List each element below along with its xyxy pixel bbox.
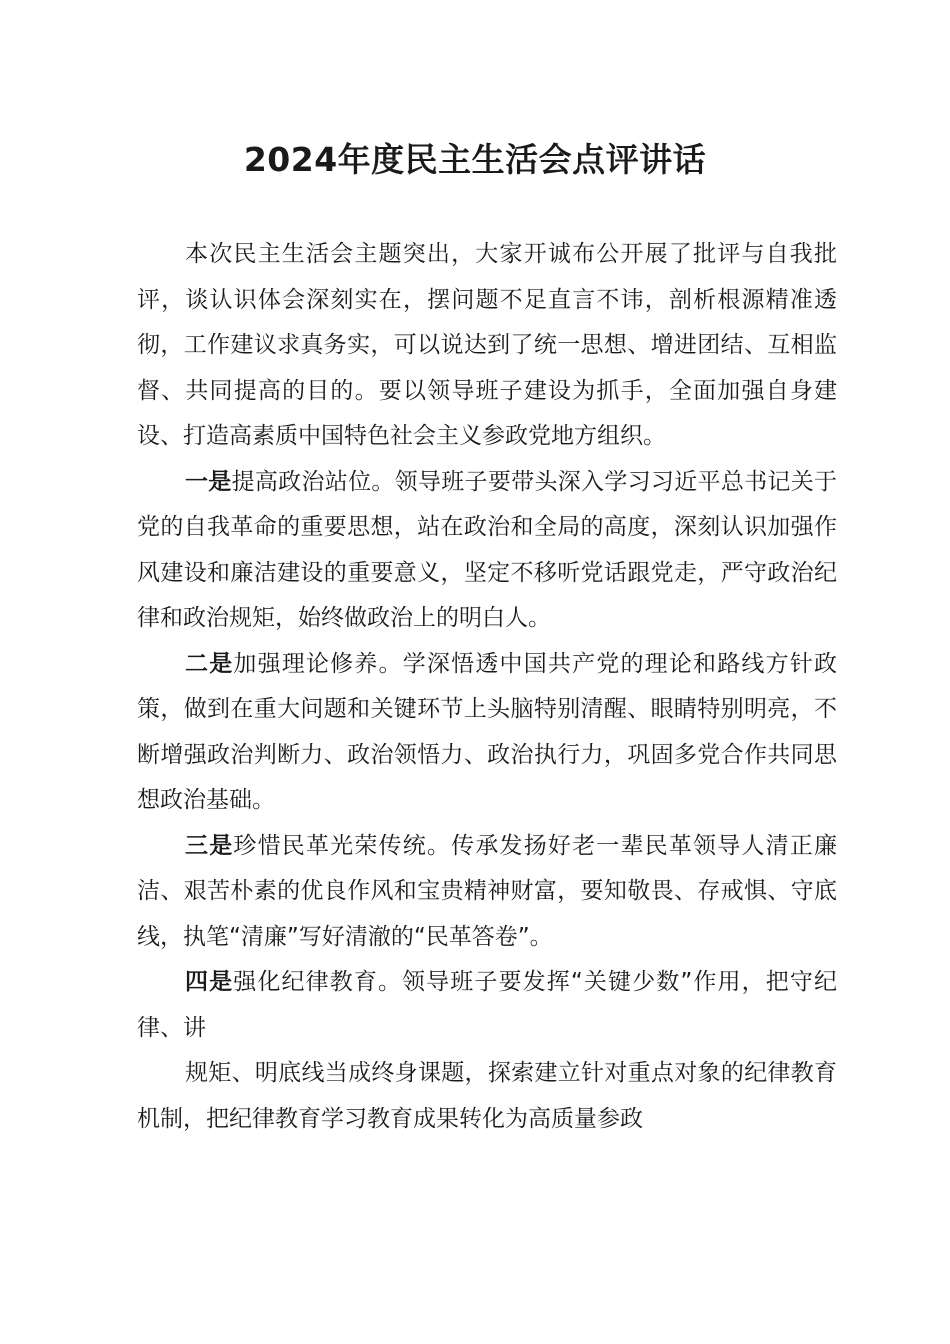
- paragraph-point-3: [137, 824, 837, 961]
- paragraph-point-4: [137, 960, 837, 1051]
- paragraph-text: 强化纪律教育。领导班子要发挥“关键少数”作用，把守纪律、讲: [137, 969, 837, 1041]
- document-body: [137, 232, 837, 1142]
- paragraph-lead: 四是: [185, 969, 234, 995]
- paragraph-lead: 三是: [185, 832, 234, 859]
- paragraph-point-2: [137, 642, 837, 824]
- paragraph-text: 提高政治站位。领导班子要带头深入学习习近平总书记关于党的自我革命的重要思想，站在政治和全局的高度，深刻认识加强作风建设和廉洁建设的重要意义，坚定不移听党话跟党走，严守政治纪律和政治规矩，始终做政治上的明白人。: [137, 468, 838, 631]
- paragraph-point-1: [137, 460, 837, 642]
- paragraph-text: 珍惜民革光荣传统。传承发扬好老一辈民革领导人清正廉洁、艰苦朴素的优良作风和宝贵精神财富，要知敬畏、存戒惧、守底线，执笔“清廉”写好清澈的“民革答卷”。: [137, 832, 838, 950]
- paragraph-intro: [137, 232, 837, 460]
- paragraph-lead: 二是: [185, 650, 234, 677]
- paragraph-text: 加强理论修养。学深悟透中国共产党的理论和路线方针政策，做到在重大问题和关键环节上头脑特别清醒、眼睛特别明亮，不断增强政治判断力、政治领悟力、政治执行力，巩固多党合作共同思想政治基础。: [137, 650, 838, 813]
- paragraph-text: 本次民主生活会主题突出，大家开诚布公开展了批评与自我批评，谈认识体会深刻实在，摆问题不足直言不讳，剖析根源精准透彻，工作建议求真务实，可以说达到了统一思想、增进团结、互相监督、共同提高的目的。要以领导班子建设为抓手，全面加强自身建设、打造高素质中国特色社会主义参政党地方组织。: [137, 241, 837, 449]
- paragraph-continuation: [137, 1051, 837, 1142]
- paragraph-text: 规矩、明底线当成终身课题，探索建立针对重点对象的纪律教育机制，把纪律教育学习教育成果转化为高质量参政: [137, 1060, 837, 1132]
- document-title: 2024年度民主生活会点评讲话: [243, 140, 707, 179]
- paragraph-lead: 一是: [185, 468, 232, 495]
